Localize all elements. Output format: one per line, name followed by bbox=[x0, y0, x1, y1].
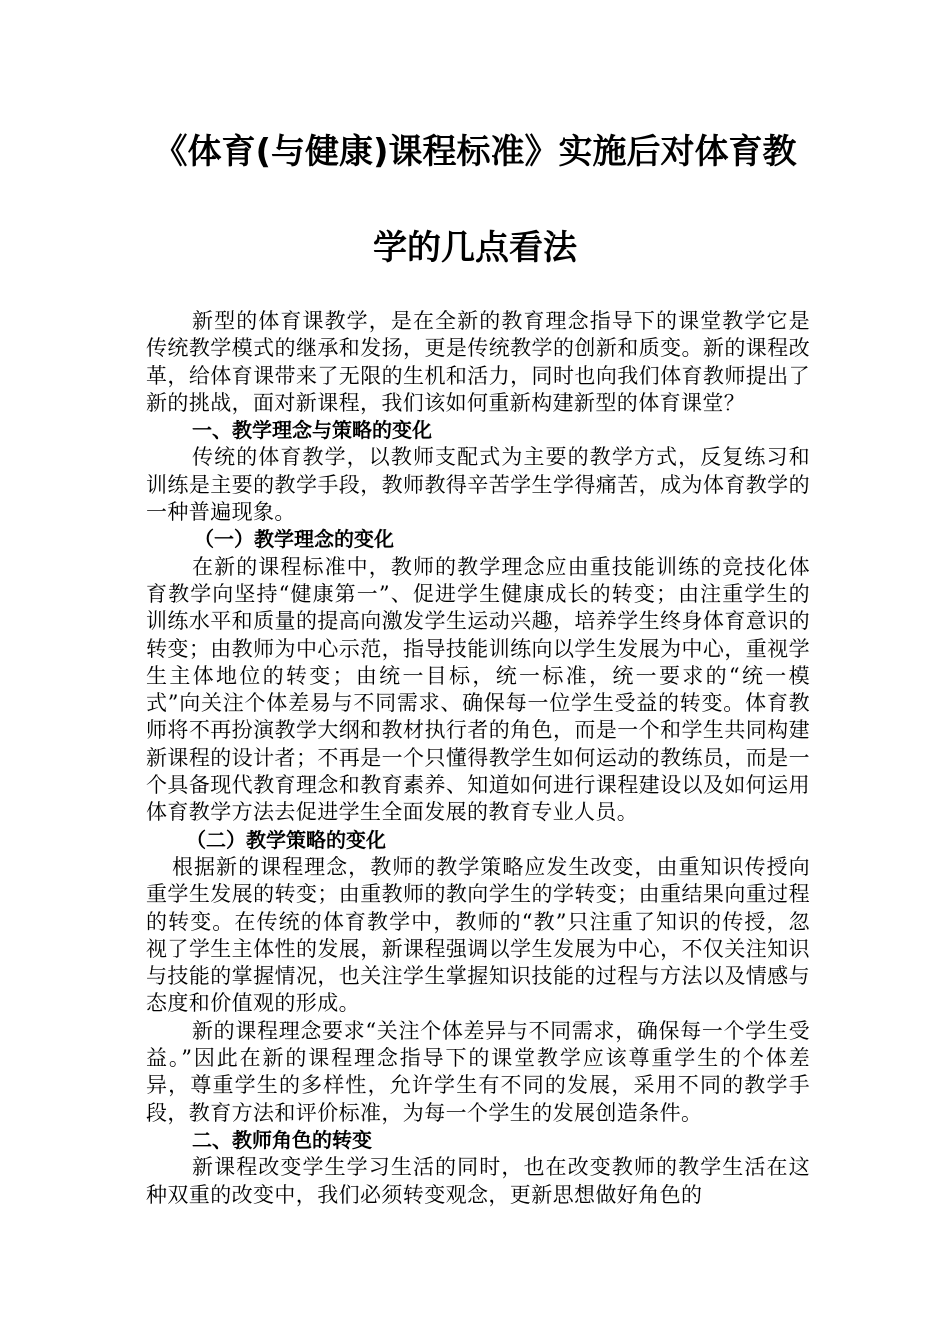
document-title-line-2: 学的几点看法 bbox=[373, 228, 577, 268]
subsection-heading-1: （一）教学理念的变化 bbox=[194, 527, 394, 552]
section-heading-1: 一、教学理念与策略的变化 bbox=[192, 418, 432, 443]
section-1-paragraph: 传统的体育教学，以教师支配式为主要的教学方式，反复练习和训练是主要的教学手段，教师教得辛苦学生学得痛苦，成为体育教学的一种普遍现象。 bbox=[146, 445, 810, 525]
document-body bbox=[146, 308, 810, 1209]
section-heading-2: 二、教师角色的转变 bbox=[192, 1127, 372, 1152]
section-2-paragraph: 新课程改变学生学习生活的同时，也在改变教师的教学生活在这种双重的改变中，我们必须转变观念，更新思想做好角色的 bbox=[146, 1155, 810, 1207]
subsection-heading-2: （二）教学策略的变化 bbox=[186, 827, 386, 852]
subsection-2-paragraph-1: 根据新的课程理念，教师的教学策略应发生改变，由重知识传授向重学生发展的转变；由重教师的教向学生的学转变；由重结果向重过程的转变。在传统的体育教学中，教师的“教”只注重了知识的传授，忽视了学生主体性的发展，新课程强调以学生发展为中心，不仅关注知识与技能的掌握情况，也关注学生掌握知识技能的过程与方法以及情感与态度和价值观的形成。 bbox=[146, 854, 810, 1016]
subsection-1-paragraph: 在新的课程标准中，教师的教学理念应由重技能训练的竞技化体育教学向坚持“健康第一”、促进学生健康成长的转变；由注重学生的训练水平和质量的提高向激发学生运动兴趣，培养学生终身体育意识的转变；由教师为中心示范，指导技能训练向以学生发展为中心，重视学生主体地位的转变；由统一目标，统一标准，统一要求的“统一模式”向关注个体差易与不同需求、确保每一位学生受益的转变。体育教师将不再扮演教学大纲和教材执行者的角色，而是一个和学生共同构建新课程的设计者；不再是一个只懂得教学生如何运动的教练员，而是一个具备现代教育理念和教育素养、知道如何进行课程建设以及如何运用体育教学方法去促进学生全面发展的教育专业人员。 bbox=[146, 554, 810, 825]
intro-paragraph: 新型的体育课教学，是在全新的教育理念指导下的课堂教学它是传统教学模式的继承和发扬，更是传统教学的创新和质变。新的课程改革，给体育课带来了无限的生机和活力，同时也向我们体育教师提出了新的挑战，面对新课程，我们该如何重新构建新型的体育课堂？ bbox=[146, 309, 810, 415]
document-title-line-1: 《体育(与健康)课程标准》实施后对体育教 bbox=[153, 132, 797, 172]
subsection-2-paragraph-2: 新的课程理念要求“关注个体差异与不同需求，确保每一个学生受益。”因此在新的课程理念指导下的课堂教学应该尊重学生的个体差异，尊重学生的多样性，允许学生有不同的发展，采用不同的教学手段，教育方法和评价标准，为每一个学生的发展创造条件。 bbox=[146, 1018, 810, 1125]
